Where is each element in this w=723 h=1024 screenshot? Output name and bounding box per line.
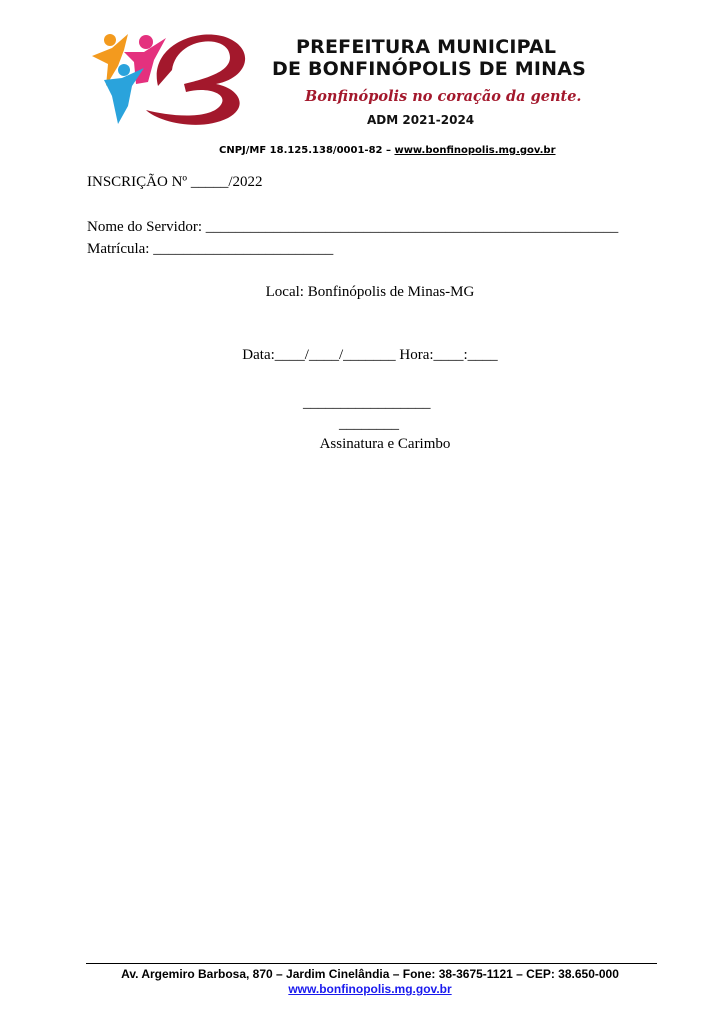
inscricao-field: INSCRIÇÃO Nº _____/2022 xyxy=(87,174,263,190)
data-hora-field: Data:____/____/_______ Hora:____:____ xyxy=(242,347,498,363)
municipal-logo xyxy=(88,26,263,128)
cnpj-text: CNPJ/MF 18.125.138/0001-82 – xyxy=(219,145,395,156)
signature-line-continuation: ________ xyxy=(339,416,399,432)
org-title xyxy=(272,36,592,80)
administration-period: ADM 2021-2024 xyxy=(367,113,475,127)
footer-website-link[interactable]: www.bonfinopolis.mg.gov.br xyxy=(288,982,452,996)
slogan: Bonfinópolis no coração da gente. xyxy=(305,88,582,105)
org-title-line1: PREFEITURA MUNICIPAL xyxy=(296,36,557,58)
header-website-link[interactable]: www.bonfinopolis.mg.gov.br xyxy=(394,145,556,156)
signature-label: Assinatura e Carimbo xyxy=(319,436,451,452)
footer-address: Av. Argemiro Barbosa, 870 – Jardim Cinelândia – Fone: 38-3675-1121 – CEP: 38.650-000 xyxy=(121,967,619,981)
org-title-line2: DE BONFINÓPOLIS DE MINAS xyxy=(272,58,586,80)
nome-servidor-field: Nome do Servidor: _______________________________________________________ xyxy=(87,219,619,235)
signature-line: _________________ xyxy=(303,395,431,411)
footer-divider xyxy=(86,963,657,964)
matricula-field: Matrícula: ________________________ xyxy=(87,241,334,257)
local-text: Local: Bonfinópolis de Minas-MG xyxy=(265,284,475,300)
cnpj-line xyxy=(219,145,556,156)
